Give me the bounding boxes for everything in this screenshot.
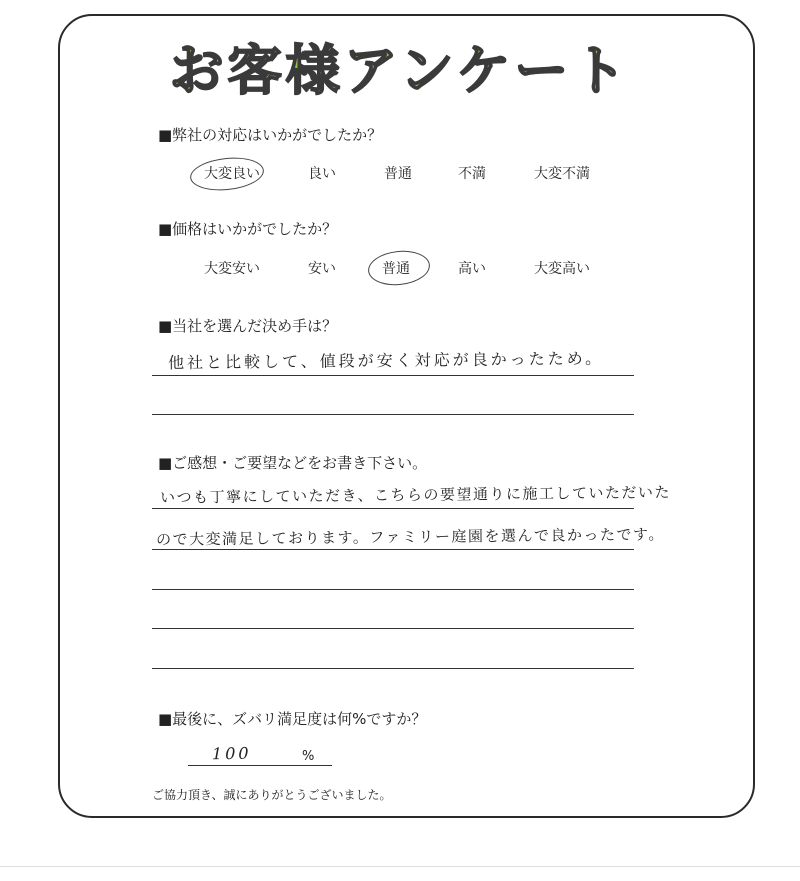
answer-line — [152, 668, 634, 669]
option-price-cheap[interactable]: 安い — [308, 261, 336, 277]
option-service-unsatisfied[interactable]: 不満 — [458, 166, 486, 182]
answer-line — [152, 508, 634, 509]
option-price-very-expensive[interactable]: 大変高い — [534, 261, 590, 277]
option-service-normal[interactable]: 普通 — [384, 166, 412, 182]
satisfaction-line — [188, 765, 332, 766]
scan-edge — [0, 866, 800, 867]
question-service: ■弊社の対応はいかがでしたか？ — [158, 126, 383, 144]
option-price-very-cheap[interactable]: 大変安い — [204, 261, 260, 277]
answer-line — [152, 414, 634, 415]
answer-line — [152, 549, 634, 550]
question-comments: ■ご感想・ご要望などをお書き下さい。 — [158, 454, 428, 472]
answer-line — [152, 628, 634, 629]
answer-reason-line-1: 他社と比較して、値段が安く対応が良かったため。 — [167, 348, 605, 373]
thanks-message: ご協力頂き、誠にありがとうございました。 — [152, 788, 392, 802]
survey-title: お客様アンケート — [169, 39, 631, 102]
answer-comments-line-1: いつも丁寧にしていただき、こちらの要望通りに施工していただいた — [159, 483, 671, 507]
satisfaction-unit: % — [302, 749, 315, 764]
question-reason: ■当社を選んだ決め手は？ — [158, 317, 338, 335]
answer-line — [152, 589, 634, 590]
question-price: ■価格はいかがでしたか？ — [158, 220, 338, 238]
satisfaction-value: 100 — [211, 743, 252, 764]
answer-comments-line-2: ので大変満足しております。ファミリー庭園を選んで良かったです。 — [155, 525, 665, 549]
option-service-very-unsatisfied[interactable]: 大変不満 — [534, 166, 590, 182]
option-price-normal[interactable]: 普通 — [382, 261, 410, 277]
option-service-good[interactable]: 良い — [308, 166, 336, 182]
answer-line — [152, 375, 634, 376]
option-price-expensive[interactable]: 高い — [458, 261, 486, 277]
question-satisfaction: ■最後に、ズバリ満足度は何%ですか？ — [158, 710, 427, 728]
option-service-very-good[interactable]: 大変良い — [204, 166, 260, 182]
